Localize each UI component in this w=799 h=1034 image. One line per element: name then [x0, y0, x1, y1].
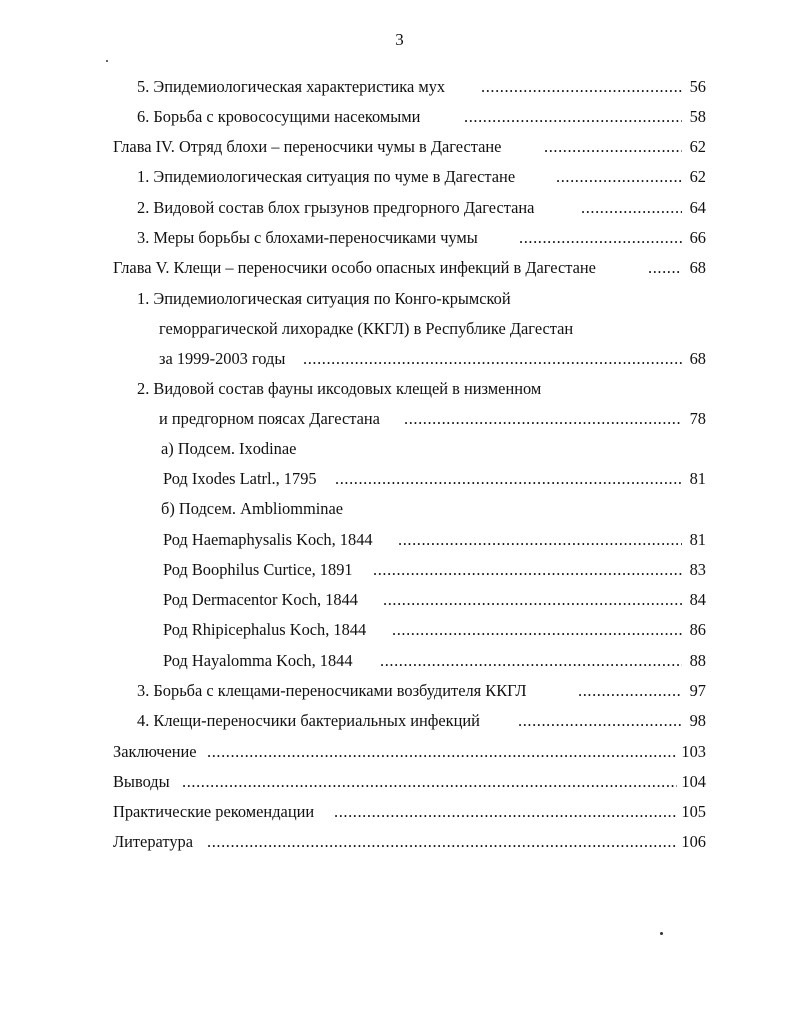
- toc-entry-page: 86: [689, 620, 706, 639]
- toc-section-text: Выводы: [113, 772, 170, 791]
- toc-leader: [207, 742, 677, 762]
- toc-entry-page: 84: [689, 590, 706, 609]
- toc-leader: [556, 167, 682, 187]
- toc-entry-text: 2. Видовой состав фауны иксодовых клещей в низменном: [137, 379, 542, 398]
- toc-entry-text: 1. Эпидемиологическая ситуация по чуме в Дагестане: [137, 167, 516, 186]
- toc-leader: [581, 198, 682, 218]
- toc-leader: [207, 832, 677, 852]
- toc-leader: [404, 409, 682, 429]
- toc-entry-page: 62: [689, 137, 706, 156]
- toc-entry-page: 64: [689, 198, 706, 217]
- toc-entry-text: Род Hayalomma Koch, 1844: [163, 651, 353, 670]
- toc-entry-page: 97: [689, 681, 706, 700]
- toc-subfamily-text: б) Подсем. Ambliomminae: [161, 499, 343, 518]
- scan-speck: [106, 60, 108, 62]
- toc-entry-text: Род Dermacentor Koch, 1844: [163, 590, 358, 609]
- toc-entry-text: Род Rhipicephalus Koch, 1844: [163, 620, 367, 639]
- toc-leader: [335, 469, 682, 489]
- toc-leader: [518, 711, 682, 731]
- toc-section-text: Литература: [113, 832, 193, 851]
- toc-chapter-text: Глава IV. Отряд блохи – переносчики чумы в Дагестане: [113, 137, 502, 156]
- page-number: 3: [395, 30, 404, 49]
- toc-entry-text: 3. Борьба с клещами-переносчиками возбудителя ККГЛ: [137, 681, 527, 700]
- toc-leader: [392, 620, 682, 640]
- toc-entry-text: и предгорном поясах Дагестана: [159, 409, 380, 428]
- toc-section-text: Практические рекомендации: [113, 802, 315, 821]
- toc-entry-text: Род Ixodes Latrl., 1795: [163, 469, 317, 488]
- toc-entry-page: 62: [689, 167, 706, 186]
- toc-entry-page: 68: [689, 349, 706, 368]
- toc-entry-page: 105: [681, 802, 706, 821]
- toc-entry-text: 4. Клещи-переносчики бактериальных инфекций: [137, 711, 480, 730]
- toc-entry-text: Род Haemaphysalis Koch, 1844: [163, 530, 373, 549]
- toc-leader: [519, 228, 682, 248]
- toc-entry-page: 68: [689, 258, 706, 277]
- toc-leader: [481, 77, 683, 97]
- toc-entry-text: 1. Эпидемиологическая ситуация по Конго-крымской: [137, 289, 511, 308]
- toc-leader: [380, 651, 682, 671]
- toc-entry-page: 83: [689, 560, 706, 579]
- toc-entry-page: 98: [689, 711, 706, 730]
- toc-entry-page: 78: [689, 409, 706, 428]
- toc-chapter-text: Глава V. Клещи – переносчики особо опасных инфекций в Дагестане: [113, 258, 596, 277]
- toc-entry-text: за 1999-2003 годы: [159, 349, 286, 368]
- toc-entry-page: 81: [689, 469, 706, 488]
- toc-leader: [544, 137, 682, 157]
- toc-section-text: Заключение: [113, 742, 197, 761]
- toc-leader: [578, 681, 682, 701]
- toc-leader: [182, 772, 677, 792]
- toc-entry-page: 88: [689, 651, 706, 670]
- toc-leader: [373, 560, 682, 580]
- toc-entry-page: 56: [689, 77, 706, 96]
- toc-entry-page: 104: [681, 772, 706, 791]
- toc-entry-page: 66: [689, 228, 706, 247]
- toc-entry-page: 106: [681, 832, 706, 851]
- toc-subfamily-text: а) Подсем. Ixodinae: [161, 439, 297, 458]
- scan-speck: [660, 932, 663, 935]
- toc-entry-text: 3. Меры борьбы с блохами-переносчиками чумы: [137, 228, 478, 247]
- toc-leader: [398, 530, 682, 550]
- toc-leader: [648, 258, 682, 278]
- toc-leader: [464, 107, 682, 127]
- toc-entry-page: 103: [681, 742, 706, 761]
- toc-entry-text: 2. Видовой состав блох грызунов предгорного Дагестана: [137, 198, 535, 217]
- toc-entry-text: 5. Эпидемиологическая характеристика мух: [137, 77, 446, 96]
- toc-entry-text: Род Boophilus Curtice, 1891: [163, 560, 353, 579]
- toc-leader: [383, 590, 682, 610]
- toc-entry-page: 81: [689, 530, 706, 549]
- toc-leader: [334, 802, 677, 822]
- toc-entry-page: 58: [689, 107, 706, 126]
- toc-leader: [303, 349, 682, 369]
- toc-entry-text: 6. Борьба с кровососущими насекомыми: [137, 107, 421, 126]
- toc-entry-text: геморрагической лихорадке (ККГЛ) в Республике Дагестан: [159, 319, 574, 338]
